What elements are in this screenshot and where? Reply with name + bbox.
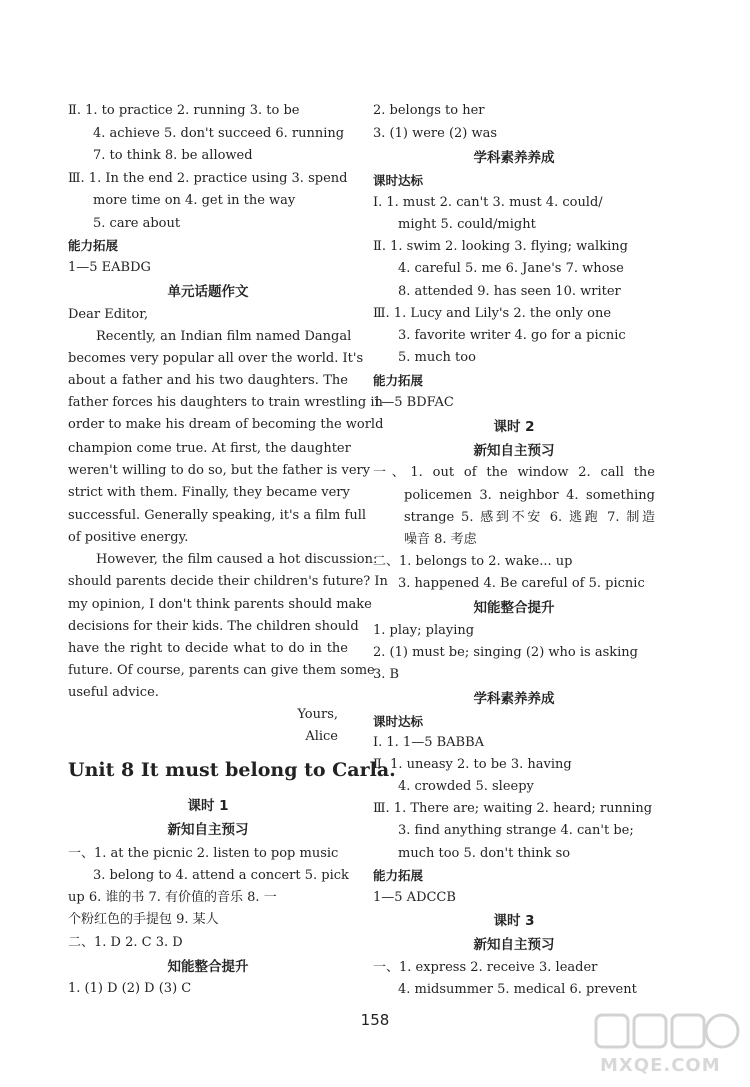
answer-line: policemen 3. neighbor 4. something (404, 488, 655, 503)
answer-line: 1. (1) D (2) D (3) C (68, 981, 192, 996)
section-heading: 单元话题作文 (167, 284, 249, 300)
answer-line: 8. attended 9. has seen 10. writer (398, 284, 621, 299)
answer-line: 4. midsummer 5. medical 6. prevent (398, 982, 637, 997)
essay-line: strict with them. Finally, they became very (68, 485, 350, 500)
section-label: 能力拓展 (373, 868, 424, 883)
answer-line: 一、1. out of the window 2. call the (373, 465, 655, 480)
answer-line: Ⅲ. 1. In the end 2. practice using 3. spend (68, 171, 348, 186)
answer-line: Ⅲ. 1. Lucy and Lily's 2. the only one (373, 306, 612, 321)
answer-line: 3. happened 4. Be careful of 5. picnic (398, 576, 645, 591)
answer-line: 3. find anything strange 4. can't be; (398, 823, 634, 838)
essay-line: order to make his dream of becoming the world (68, 417, 384, 432)
essay-line: weren't willing to do so, but the father is very (68, 463, 371, 478)
answer-line: 一、1. express 2. receive 3. leader (373, 960, 598, 975)
watermark-text: MXQE.COM (600, 1055, 721, 1076)
answer-line: 1. play; playing (373, 623, 475, 638)
answer-line: 3. favorite writer 4. go for a picnic (398, 328, 626, 343)
essay-line: father forces his daughters to train wrestling in (68, 395, 383, 410)
section-heading: 新知自主预习 (473, 937, 555, 953)
section-heading: 知能整合提升 (167, 959, 249, 975)
section-label: 课时达标 (373, 714, 424, 729)
lesson-heading: 课时 2 (493, 419, 535, 435)
answer-line: 2. (1) must be; singing (2) who is asking (373, 645, 638, 660)
essay-line: However, the film caused a hot discussion: (96, 552, 378, 567)
answer-line: 4. careful 5. me 6. Jane's 7. whose (398, 261, 624, 276)
answer-line: Ⅱ. 1. to practice 2. running 3. to be (68, 103, 300, 118)
answer-line: might 5. could/might (398, 217, 536, 232)
answer-line: 5. care about (93, 216, 181, 231)
answer-line: Ⅰ. 1. must 2. can't 3. must 4. could/ (373, 195, 603, 210)
essay-greeting: Dear Editor, (68, 307, 149, 322)
section-heading: 新知自主预习 (473, 443, 555, 459)
answer-line: 5. much too (398, 350, 476, 365)
essay-line: my opinion, I don't think parents should make (68, 597, 372, 612)
essay-line: successful. Generally speaking, it's a film full (68, 508, 367, 523)
essay-line: decisions for their kids. The children should (68, 619, 359, 634)
answer-line: 1—5 EABDG (68, 260, 151, 275)
answer-line: 7. to think 8. be allowed (93, 148, 253, 163)
essay-line: Recently, an Indian film named Dangal (96, 329, 352, 344)
answer-line: 2. belongs to her (373, 103, 485, 118)
section-heading: 学科素养养成 (473, 691, 555, 707)
essay-line: champion come true. At first, the daughter (68, 441, 351, 456)
answer-line: 4. crowded 5. sleepy (398, 779, 534, 794)
watermark (592, 1011, 742, 1081)
essay-line: becomes very popular all over the world. It's (68, 351, 364, 366)
answer-line: strange 5. 感到不安 6. 逃跑 7. 制造 (404, 510, 655, 525)
answer-line: 3. (1) were (2) was (373, 126, 498, 141)
unit-title: Unit 8 It must belong to Carla. (68, 759, 396, 781)
answer-line: up 6. 谁的书 7. 有价值的音乐 8. 一 (68, 890, 277, 905)
essay-line: have the right to decide what to do in the (68, 641, 348, 656)
section-heading: 新知自主预习 (167, 822, 249, 838)
answer-line: 噪音 8. 考虑 (404, 532, 477, 547)
answer-line: Ⅱ. 1. swim 2. looking 3. flying; walking (373, 239, 628, 254)
essay-signature: Alice (305, 729, 338, 744)
answer-line: 个粉红色的手提包 9. 某人 (68, 912, 219, 927)
answer-line: 4. achieve 5. don't succeed 6. running (93, 126, 345, 141)
answer-line: Ⅰ. 1. 1—5 BABBA (373, 735, 485, 750)
essay-line: about a father and his two daughters. The (68, 373, 348, 388)
section-label: 能力拓展 (68, 238, 119, 253)
answer-line: more time on 4. get in the way (93, 193, 296, 208)
lesson-heading: 课时 3 (493, 913, 535, 929)
answer-line: much too 5. don't think so (398, 846, 571, 861)
page-number: 158 (360, 1011, 390, 1029)
answer-line: 3. belong to 4. attend a concert 5. pick (93, 868, 349, 883)
answer-line: Ⅱ. 1. uneasy 2. to be 3. having (373, 757, 572, 772)
lesson-heading: 课时 1 (187, 798, 229, 814)
answer-line: 二、1. D 2. C 3. D (68, 935, 183, 950)
essay-line: of positive energy. (68, 530, 189, 545)
answer-line: 1—5 ADCCB (373, 890, 456, 905)
answer-line: 1—5 BDFAC (373, 395, 454, 410)
essay-line: should parents decide their children's future? In (68, 574, 388, 589)
section-heading: 知能整合提升 (473, 600, 555, 616)
answer-line: 二、1. belongs to 2. wake... up (373, 554, 573, 569)
essay-signoff: Yours, (297, 707, 338, 722)
essay-line: future. Of course, parents can give them some (68, 663, 375, 678)
answer-line: 3. B (373, 667, 400, 682)
answer-line: Ⅲ. 1. There are; waiting 2. heard; running (373, 801, 653, 816)
answer-site-logo-icon (592, 1011, 742, 1055)
essay-line: useful advice. (68, 685, 159, 700)
section-label: 课时达标 (373, 173, 424, 188)
section-heading: 学科素养养成 (473, 150, 555, 166)
section-label: 能力拓展 (373, 373, 424, 388)
answer-line: 一、1. at the picnic 2. listen to pop music (68, 846, 339, 861)
